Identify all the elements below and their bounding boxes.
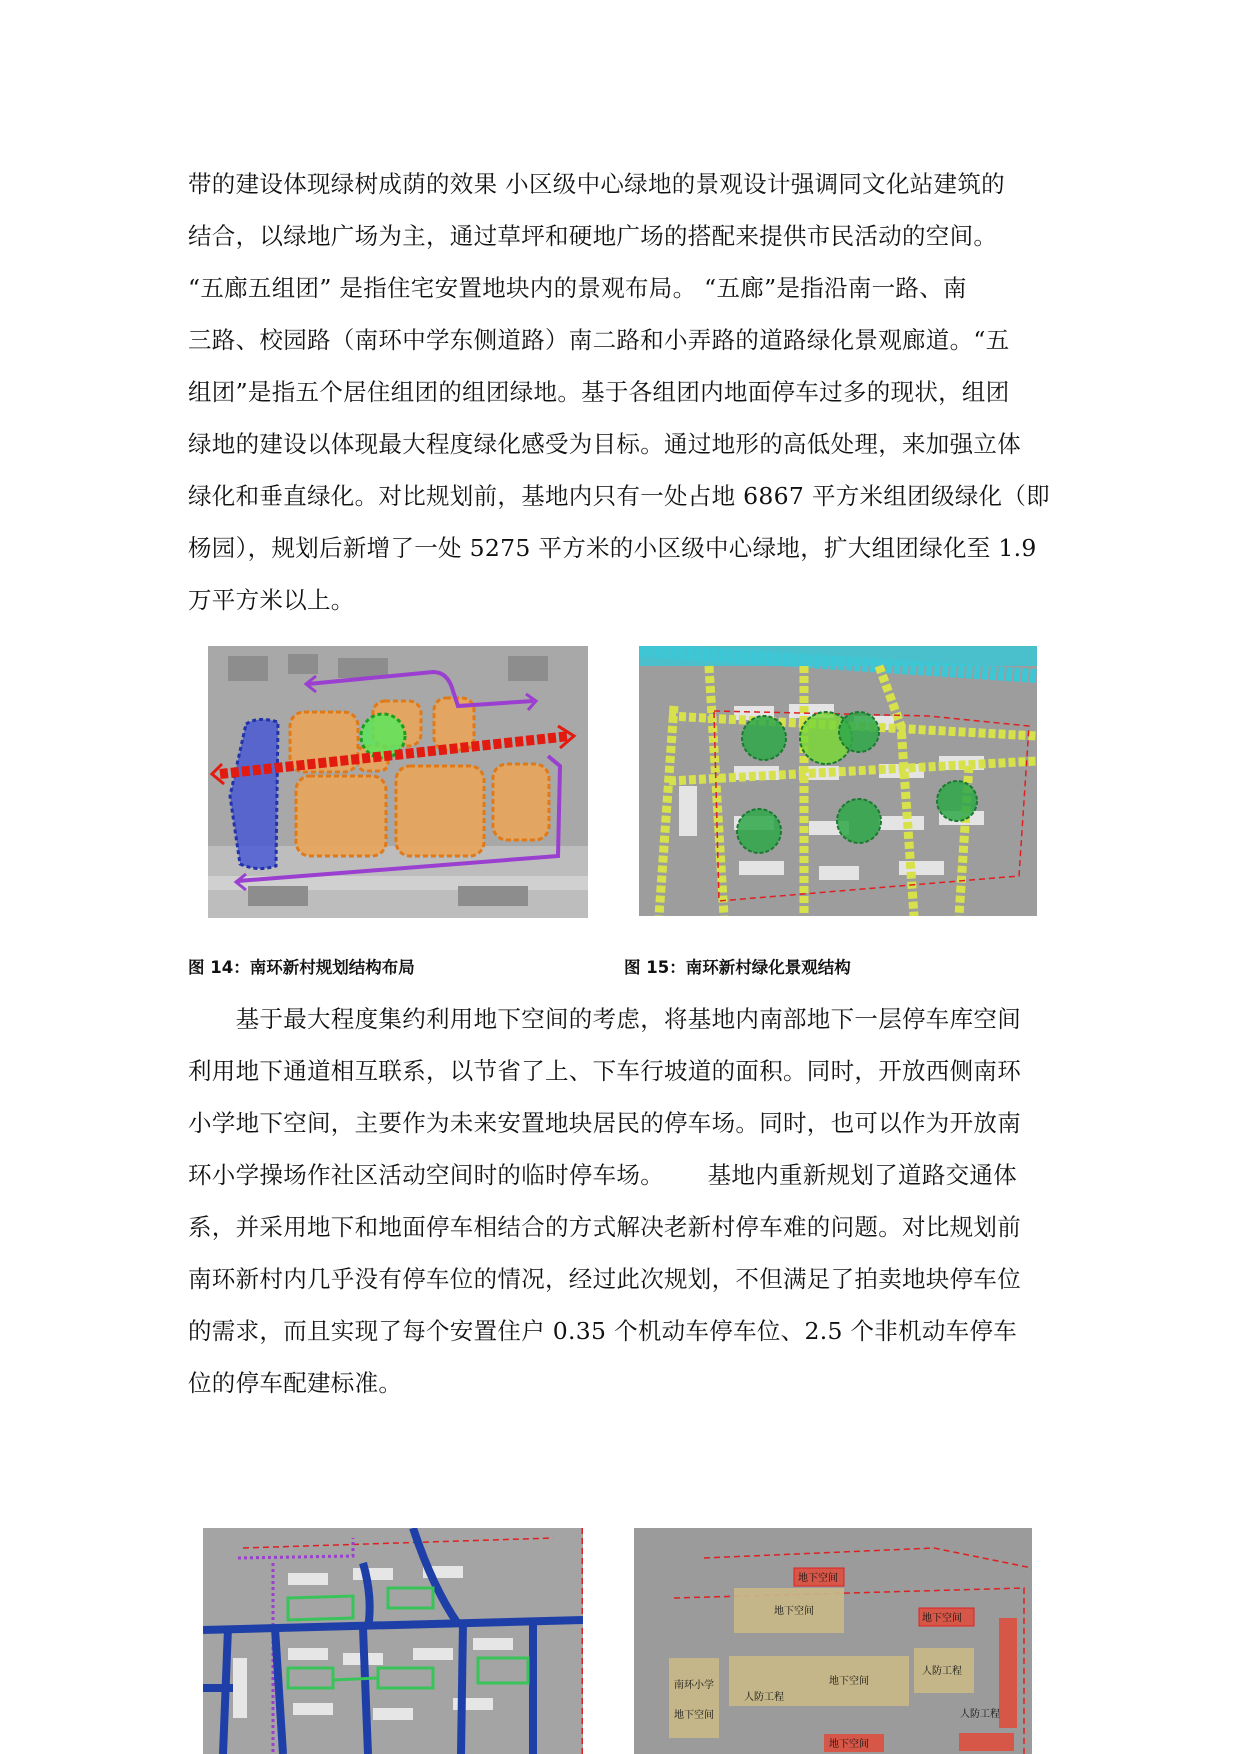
label-underground-4: 地下空间 (829, 1676, 869, 1687)
text-line: 组团”是指五个居住组团的组团绿地。基于各组团内地面停车过多的现状，组团 (188, 378, 1010, 406)
text-line: 万平方米以上。 (188, 586, 355, 614)
label-underground-5: 地下空间 (829, 1739, 869, 1750)
label-school-underground: 地下空间 (674, 1710, 714, 1721)
label-underground-3: 地下空间 (774, 1606, 814, 1617)
label-civil-defense-1: 人防工程 (744, 1692, 784, 1703)
text-line: 环小学操场作社区活动空间时的临时停车场。 基地内重新规划了道路交通体 (188, 1161, 1018, 1189)
text-line: 的需求，而且实现了每个安置住户 0.35 个机动车停车位、2.5 个非机动车停车 (188, 1317, 1018, 1345)
paragraph-parking (188, 993, 1068, 1409)
figure-underground-space (634, 1528, 1032, 1754)
figure-green-structure (639, 646, 1037, 916)
text-line: 结合，以绿地广场为主，通过草坪和硬地广场的搭配来提供市民活动的空间。 (188, 222, 998, 250)
figure-road-network (203, 1528, 583, 1754)
text-line: 位的停车配建标准。 (188, 1369, 403, 1397)
text-line: 绿化和垂直绿化。对比规划前，基地内只有一处占地 6867 平方米组团级绿化（即 (188, 482, 1050, 510)
text-line: 带的建设体现绿树成荫的效果 小区级中心绿地的景观设计强调同文化站建筑的 (188, 170, 1005, 198)
text-line: 小学地下空间，主要作为未来安置地块居民的停车场。同时，也可以作为开放南 (188, 1109, 1021, 1137)
paragraph-landscape (188, 158, 1068, 626)
label-civil-defense-2: 人防工程 (922, 1666, 962, 1677)
label-underground-1: 地下空间 (798, 1573, 838, 1584)
label-civil-defense-3: 人防工程 (960, 1709, 1000, 1720)
figure-15-caption: 图 15：南环新村绿化景观结构 (624, 958, 851, 977)
figure-planning-structure (208, 646, 588, 918)
label-school: 南环小学 (674, 1680, 714, 1691)
text-line: 三路、校园路（南环中学东侧道路）南二路和小弄路的道路绿化景观廊道。“五 (188, 326, 1010, 354)
text-line: 利用地下通道相互联系，以节省了上、下车行坡道的面积。同时，开放西侧南环 (188, 1057, 1021, 1085)
text-line: 绿地的建设以体现最大程度绿化感受为目标。通过地形的高低处理，来加强立体 (188, 430, 1021, 458)
label-underground-2: 地下空间 (922, 1613, 962, 1624)
text-line: 杨园），规划后新增了一处 5275 平方米的小区级中心绿地，扩大组团绿化至 1.9 (188, 534, 1037, 562)
text-line: “五廊五组团” 是指住宅安置地块内的景观布局。 “五廊”是指沿南一路、南 (188, 274, 967, 302)
text-line: 系，并采用地下和地面停车相结合的方式解决老新村停车难的问题。对比规划前 (188, 1213, 1021, 1241)
figure-14-caption: 图 14：南环新村规划结构布局 (188, 958, 415, 977)
text-line: 基于最大程度集约利用地下空间的考虑，将基地内南部地下一层停车库空间 (188, 1005, 1021, 1033)
text-line: 南环新村内几乎没有停车位的情况，经过此次规划，不但满足了拍卖地块停车位 (188, 1265, 1021, 1293)
